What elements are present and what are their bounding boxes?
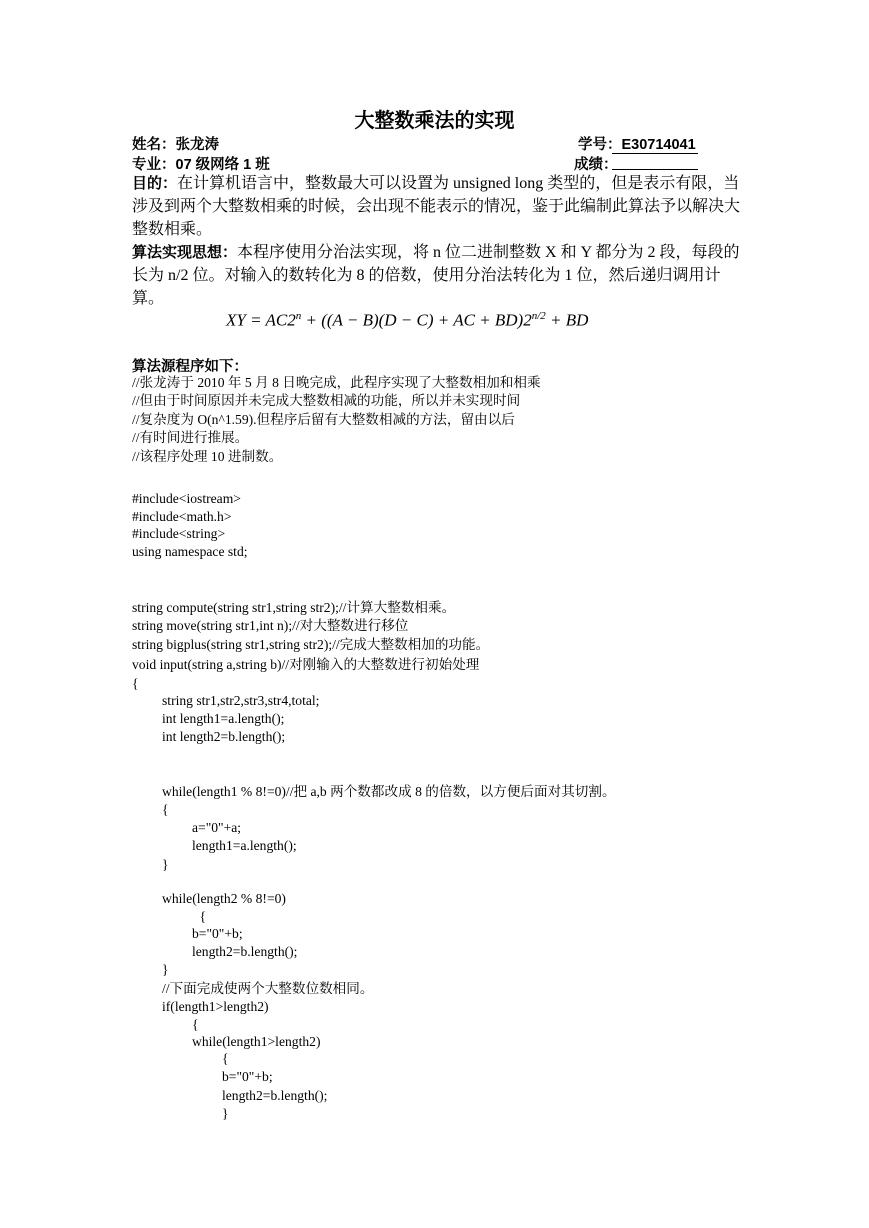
code-line: void input(string a,string b)//对刚输入的大整数进行初始处理 [132,657,480,672]
score-field [574,153,618,174]
code-line: length2=b.length(); [222,1088,328,1103]
code-line: length2=b.length(); [192,944,298,959]
code-line: using namespace std; [132,544,248,559]
major-label: 专业： [132,157,176,173]
formula-main: XY = AC2 [226,310,296,330]
code-line: { [222,1051,229,1066]
code-line: while(length2 % 8!=0) [162,891,286,906]
formula [226,310,588,331]
major-value: 07 级网络 1 班 [175,157,270,173]
source-heading: 算法源程序如下： [132,359,248,375]
formula-tail: + BD [545,310,589,330]
score-line-top [612,152,698,154]
name-label: 姓名： [132,137,176,153]
code-line: { [162,802,169,817]
code-line: if(length1>length2) [162,999,269,1014]
code-line: //复杂度为 O(n^1.59).但程序后留有大整数相减的方法，留由以后 [132,412,515,427]
purpose-text: 在计算机语言中，整数最大可以设置为 unsigned long 类型的，但是表示有限，当涉及到两个大整数相乘的时候，会出现不能表示的情况，鉴于此编制此算法予以解决大整数相乘。 [132,175,741,238]
code-line: //下面完成使两个大整数位数相同。 [162,981,374,996]
code-line: } [222,1106,229,1121]
formula-exp2: n/2 [531,310,546,322]
idea-label: 算法实现思想： [132,244,238,261]
student-id-label: 学号： [578,137,622,153]
code-line: b="0"+b; [192,926,243,941]
code-line: int length2=b.length(); [162,729,286,744]
student-id-value: E30714041 [621,137,696,153]
code-line: string compute(string str1,string str2);//计算大整数相乘。 [132,600,456,615]
code-line: //该程序处理 10 进制数。 [132,449,283,464]
code-line: b="0"+b; [222,1069,273,1084]
code-line: string str1,str2,str3,str4,total; [162,693,320,708]
score-line-bottom [612,168,698,170]
code-line: { [192,1017,199,1032]
formula-mid: + ((A − B)(D − C) + AC + BD)2 [301,310,532,330]
code-line: #include<string> [132,526,226,541]
code-line: #include<math.h> [132,509,232,524]
code-line: } [162,962,169,977]
code-line: //但由于时间原因并未完成大整数相减的功能，所以并未实现时间 [132,393,521,408]
code-line: //张龙涛于 2010 年 5 月 8 日晚完成，此程序实现了大整数相加和相乘 [132,375,541,390]
code-line: a="0"+a; [192,820,242,835]
name-field [132,133,219,154]
code-line: } [162,857,169,872]
code-line: { [199,909,207,924]
code-line: { [132,676,139,691]
idea-paragraph [132,241,742,310]
major-field [132,153,270,174]
idea-text: 本程序使用分治法实现，将 n 位二进制整数 X 和 Y 都分为 2 段，每段的长为 n/2 位。对输入的数转化为 8 的倍数，使用分治法转化为 1 位，然后递归调用计算。 [132,244,740,307]
code-line: while(length1>length2) [192,1034,321,1049]
code-line: string move(string str1,int n);//对大整数进行移位 [132,618,409,633]
name-value: 张龙涛 [175,137,219,153]
code-line: //有时间进行推展。 [132,430,249,445]
code-line: length1=a.length(); [192,838,297,853]
score-label: 成绩： [574,157,618,173]
formula-exp1: n [295,310,302,322]
student-id-field [578,133,696,154]
purpose-label: 目的： [132,175,178,192]
code-line: #include<iostream> [132,491,241,506]
code-line: string bigplus(string str1,string str2);//完成大整数相加的功能。 [132,637,490,652]
document-title: 大整数乘法的实现 [354,110,515,132]
code-line: while(length1 % 8!=0)//把 a,b 两个数都改成 8 的倍数，以方便后面对其切割。 [162,784,616,799]
purpose-paragraph [132,172,742,241]
code-line: int length1=a.length(); [162,711,285,726]
